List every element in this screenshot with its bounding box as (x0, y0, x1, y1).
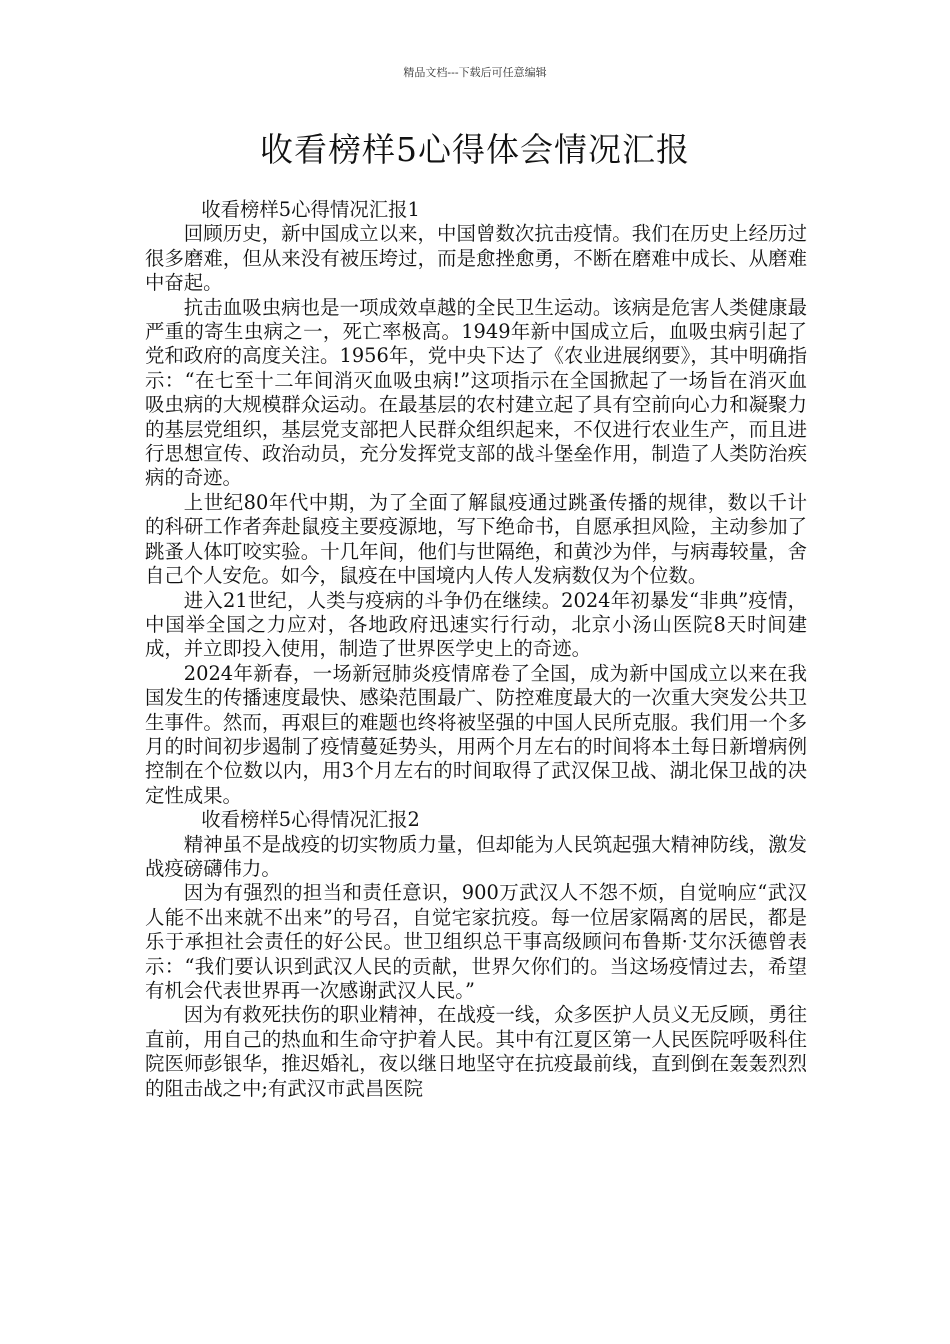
section-heading: 收看榜样5心得情况汇报1 (201, 198, 420, 221)
paragraph: 抗击血吸虫病也是一项成效卓越的全民卫生运动。该病是危害人类健康最严重的寄生虫病之一，死亡率极高。1949年新中国成立后，血吸虫病引起了党和政府的高度关注。1956年，党中央下达了《农业进展纲要》，其中明确指示：“在七至十二年间消灭血吸虫病!”这项指示在全国掀起了一场旨在消灭血吸虫病的大规模群众运动。在最基层的农村建立起了具有空前向心力和凝聚力的基层党组织，基层党支部把人民群众组织起来，不仅进行农业生产，而且进行思想宣传、政治动员，充分发挥党支部的战斗堡垒作用，制造了人类防治疾病的奇迹。 (145, 295, 807, 490)
paragraph: 精神虽不是战疫的切实物质力量，但却能为人民筑起强大精神防线，激发战疫磅礴伟力。 (145, 832, 807, 880)
header-note: 精品文档---下载后可任意编辑 (403, 66, 547, 79)
paragraph: 因为有救死扶伤的职业精神，在战疫一线，众多医护人员义无反顾，勇往直前，用自己的热血和生命守护着人民。其中有江夏区第一人民医院呼吸科住院医师彭银华，推迟婚礼，夜以继日地坚守在抗疫最前线，直到倒在轰轰烈烈的阻击战之中;有武汉市武昌医院 (145, 1003, 807, 1100)
document-title: 收看榜样5心得体会情况汇报 (260, 130, 690, 169)
paragraph: 回顾历史，新中国成立以来，中国曾数次抗击疫情。我们在历史上经历过很多磨难，但从来没有被压垮过，而是愈挫愈勇，不断在磨难中成长、从磨难中奋起。 (145, 222, 807, 295)
section-heading: 收看榜样5心得情况汇报2 (201, 808, 420, 832)
paragraph: 因为有强烈的担当和责任意识，900万武汉人不怨不烦，自觉响应“武汉人能不出来就不出来”的号召，自觉宅家抗疫。每一位居家隔离的居民，都是乐于承担社会责任的好公民。世卫组织总干事高级顾问布鲁斯·艾尔沃德曾表示：“我们要认识到武汉人民的贡献，世界欠你们的。当这场疫情过去，希望有机会代表世界再一次感谢武汉人民。” (145, 881, 807, 1002)
document-body (145, 198, 807, 1101)
paragraph: 进入21世纪，人类与疫病的斗争仍在继续。2024年初暴发“非典”疫情，中国举全国之力应对，各地政府迅速实行行动，北京小汤山医院8天时间建成，并立即投入使用，制造了世界医学史上的奇迹。 (145, 588, 807, 661)
paragraph: 2024年新春，一场新冠肺炎疫情席卷了全国，成为新中国成立以来在我国发生的传播速度最快、感染范围最广、防控难度最大的一次重大突发公共卫生事件。然而，再艰巨的难题也终将被坚强的中国人民所克服。我们用一个多月的时间初步遏制了疫情蔓延势头，用两个月左右的时间将本土每日新增病例控制在个位数以内，用3个月左右的时间取得了武汉保卫战、湖北保卫战的决定性成果。 (145, 661, 807, 807)
paragraph: 上世纪80年代中期，为了全面了解鼠疫通过跳蚤传播的规律，数以千计的科研工作者奔赴鼠疫主要疫源地，写下绝命书，自愿承担风险，主动参加了跳蚤人体叮咬实验。十几年间，他们与世隔绝，和黄沙为伴，与病毒较量，舍自己个人安危。如今，鼠疫在中国境内人传人发病数仅为个位数。 (145, 490, 807, 588)
